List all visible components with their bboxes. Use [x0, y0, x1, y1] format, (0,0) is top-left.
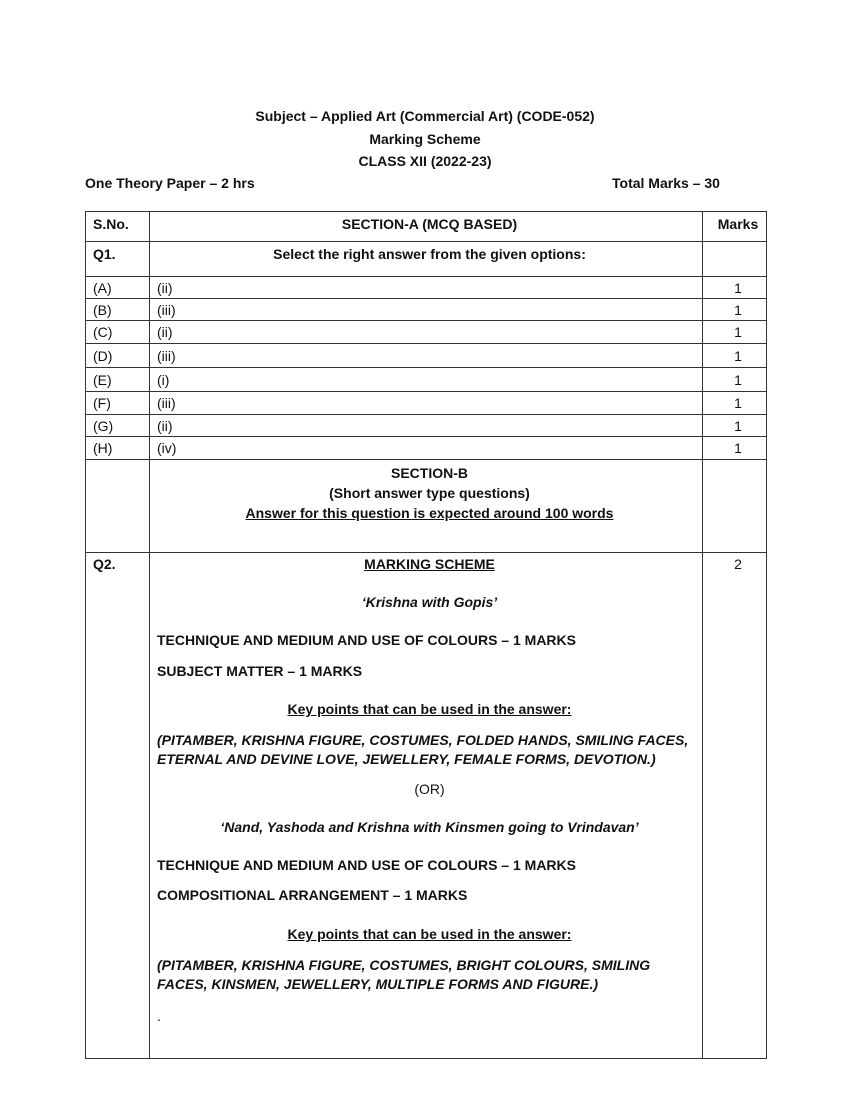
mcq-label: (D)	[86, 344, 150, 368]
q2-or: (OR)	[414, 781, 445, 797]
mcq-marks: 1	[703, 392, 767, 415]
q2-row	[86, 553, 767, 1059]
q2-criteria-2b: COMPOSITIONAL ARRANGEMENT – 1 MARKS	[157, 887, 468, 903]
table-row	[86, 392, 767, 415]
paper-duration: One Theory Paper – 2 hrs	[85, 175, 255, 191]
mcq-answer: (iv)	[150, 437, 703, 460]
table-row	[86, 299, 767, 321]
mcq-marks: 1	[703, 415, 767, 437]
table-row	[86, 415, 767, 437]
q2-keypoints-1: (PITAMBER, KRISHNA FIGURE, COSTUMES, FOLDED HANDS, SMILING FACES, ETERNAL AND DEVINE LOVE, JEWELLERY, FEMALE FORMS, DEVOTION.)	[157, 732, 689, 767]
section-b-heading	[150, 460, 703, 553]
mcq-label: (B)	[86, 299, 150, 321]
table-row	[86, 344, 767, 368]
mcq-label: (A)	[86, 277, 150, 299]
mcq-label: (F)	[86, 392, 150, 415]
q2-number: Q2.	[86, 553, 150, 1059]
q2-heading: MARKING SCHEME	[364, 556, 495, 572]
q2-criteria-2a: TECHNIQUE AND MEDIUM AND USE OF COLOURS – 1 MARKS	[157, 857, 576, 873]
mcq-label: (G)	[86, 415, 150, 437]
mcq-answer: (iii)	[150, 392, 703, 415]
section-b-marks-empty	[703, 460, 767, 553]
mcq-answer: (ii)	[150, 321, 703, 344]
mcq-answer: (iii)	[150, 299, 703, 321]
table-row	[86, 368, 767, 392]
mcq-answer: (iii)	[150, 344, 703, 368]
section-a-header: SECTION-A (MCQ BASED)	[150, 212, 703, 242]
q1-row	[86, 242, 767, 277]
q1-instruction: Select the right answer from the given options:	[150, 242, 703, 277]
q2-title-1: ‘Krishna with Gopis’	[361, 594, 498, 610]
mcq-marks: 1	[703, 277, 767, 299]
mcq-answer: (ii)	[150, 277, 703, 299]
section-b-title: SECTION-B	[391, 465, 468, 481]
q2-trailing-dot: .	[157, 1008, 161, 1024]
mcq-answer: (ii)	[150, 415, 703, 437]
mcq-label: (H)	[86, 437, 150, 460]
mcq-label: (C)	[86, 321, 150, 344]
q1-number: Q1.	[86, 242, 150, 277]
q2-criteria-1b: SUBJECT MATTER – 1 MARKS	[157, 663, 363, 679]
mcq-label: (E)	[86, 368, 150, 392]
table-row	[86, 321, 767, 344]
section-b-sno-empty	[86, 460, 150, 553]
mcq-answer: (i)	[150, 368, 703, 392]
q1-marks-empty	[703, 242, 767, 277]
q2-keypoints-heading-1: Key points that can be used in the answer:	[287, 701, 572, 717]
q2-marks: 2	[703, 553, 767, 1059]
q2-title-2: ‘Nand, Yashoda and Krishna with Kinsmen going to Vrindavan’	[220, 819, 639, 835]
document-subject: Subject – Applied Art (Commercial Art) (CODE-052)	[255, 108, 595, 124]
section-b-note: Answer for this question is expected around 100 words	[245, 505, 614, 521]
q2-keypoints-2: (PITAMBER, KRISHNA FIGURE, COSTUMES, BRIGHT COLOURS, SMILING FACES, KINSMEN, JEWELLERY, MULTIPLE FORMS AND FIGURE.)	[157, 957, 651, 992]
marks-header: Marks	[703, 212, 767, 242]
mcq-marks: 1	[703, 437, 767, 460]
mcq-marks: 1	[703, 368, 767, 392]
table-row	[86, 437, 767, 460]
document-class: CLASS XII (2022-23)	[358, 153, 492, 169]
mcq-marks: 1	[703, 299, 767, 321]
q2-content	[150, 553, 703, 1059]
marking-scheme-table	[85, 211, 767, 1059]
mcq-marks: 1	[703, 344, 767, 368]
mcq-marks: 1	[703, 321, 767, 344]
section-b-row	[86, 460, 767, 553]
table-header-row	[86, 212, 767, 242]
total-marks: Total Marks – 30	[612, 175, 720, 191]
q2-criteria-1a: TECHNIQUE AND MEDIUM AND USE OF COLOURS – 1 MARKS	[157, 632, 576, 648]
q2-keypoints-heading-2: Key points that can be used in the answer:	[287, 926, 572, 942]
section-b-subtitle: (Short answer type questions)	[329, 485, 530, 501]
sno-header: S.No.	[86, 212, 150, 242]
table-row	[86, 277, 767, 299]
document-scheme-title: Marking Scheme	[369, 131, 481, 147]
